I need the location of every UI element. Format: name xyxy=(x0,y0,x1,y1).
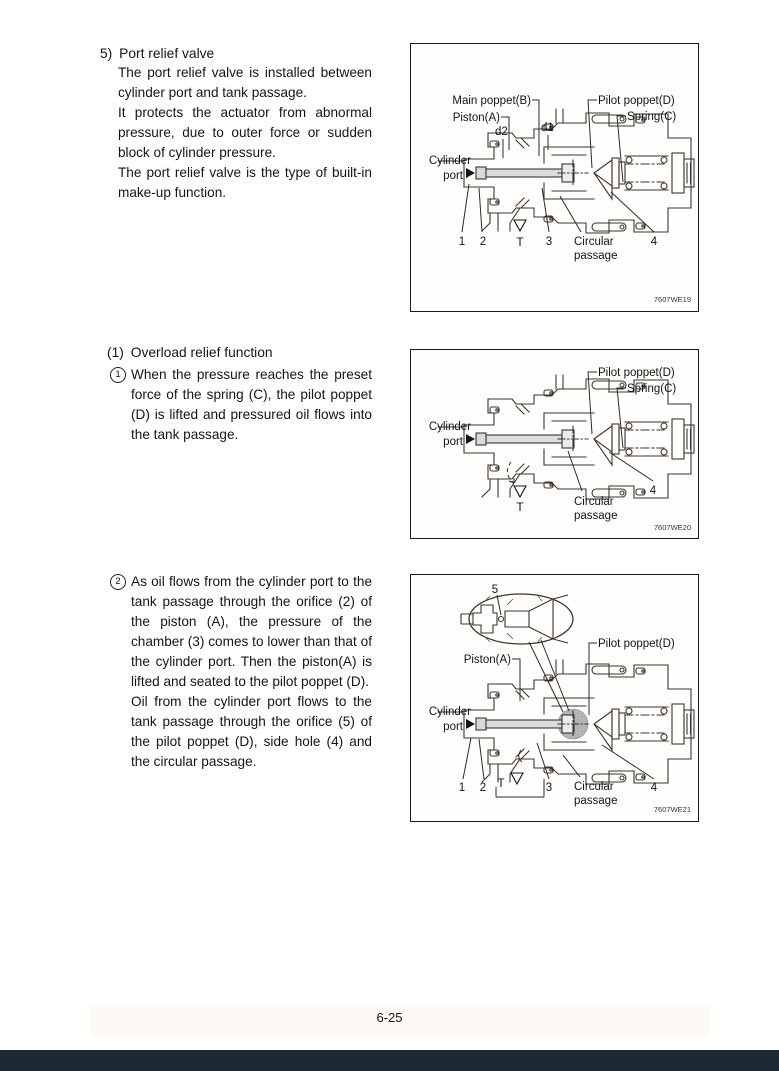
label-tank: T xyxy=(516,237,524,249)
label-4: 4 xyxy=(650,782,658,794)
page-number: 6-25 xyxy=(376,1010,403,1025)
circled-number-2: 2 xyxy=(110,574,126,590)
section-5-paragraphs xyxy=(118,63,372,203)
section-1-heading xyxy=(107,343,273,363)
overload-item-1-text xyxy=(131,365,372,445)
section-5-title: Port relief valve xyxy=(119,46,215,61)
label-cylinder: Cylinder xyxy=(428,421,471,433)
paragraph: Oil from the cylinder port flows to the tank passage through the orifice (5) of the pilot poppet (D), side hole (4) and the circular passage. xyxy=(131,694,372,769)
label-d2: d2 xyxy=(495,126,508,138)
label-pilot-poppet: Pilot poppet(D) xyxy=(598,367,675,379)
tank-symbol-icon xyxy=(514,486,526,497)
valve-cross-section xyxy=(438,109,694,233)
label-pilot-poppet: Pilot poppet(D) xyxy=(598,95,675,107)
valve-cross-section xyxy=(438,660,694,784)
label-3: 3 xyxy=(545,782,553,794)
label-piston: Piston(A) xyxy=(463,654,511,666)
overload-item-2-text xyxy=(131,572,372,772)
label-3: 3 xyxy=(545,236,553,248)
label-tank: T xyxy=(497,778,505,790)
paragraph: When the pressure reaches the preset force of the spring (C), the pilot poppet (D) is lifted and pressured oil flows into the tank passage. xyxy=(131,367,372,442)
figure-code: 7607WE19 xyxy=(653,295,691,304)
figure3-labels xyxy=(429,584,691,814)
footer-bar xyxy=(0,1050,779,1071)
label-d1: d1 xyxy=(541,122,554,134)
circled-number-1: 1 xyxy=(110,367,126,383)
label-2: 2 xyxy=(479,782,487,794)
paragraph: As oil flows from the cylinder port to the tank passage through the orifice (2) of the piston (A), the pressure of the chamber (3) comes to lower than that of the cylinder port. Then the piston(A) is lifted and seated to the pilot poppet (D). xyxy=(131,574,372,689)
label-port: port xyxy=(443,436,463,448)
valve-diagram-3 xyxy=(411,575,695,818)
label-pilot-poppet: Pilot poppet(D) xyxy=(598,638,675,650)
figure-code: 7607WE20 xyxy=(653,523,691,532)
label-piston: Piston(A) xyxy=(452,112,500,124)
label-passage: passage xyxy=(574,250,618,262)
figure-port-relief-valve xyxy=(410,43,699,312)
label-port: port xyxy=(443,721,463,733)
label-cylinder: Cylinder xyxy=(428,706,471,718)
paragraph: The port relief valve is installed between cylinder port and tank passage. xyxy=(118,65,372,100)
label-5: 5 xyxy=(491,584,499,596)
figure3-leader-lines xyxy=(463,595,654,797)
valve-diagram-1 xyxy=(411,44,695,308)
label-2: 2 xyxy=(479,236,487,248)
label-1: 1 xyxy=(458,236,466,248)
label-main-poppet: Main poppet(B) xyxy=(452,95,531,107)
figure2-labels xyxy=(429,367,691,532)
detail-ellipse xyxy=(461,594,573,644)
label-4: 4 xyxy=(649,485,657,497)
tank-symbol-icon xyxy=(511,773,523,784)
label-circular: Circular xyxy=(574,236,614,248)
label-passage: passage xyxy=(574,795,618,807)
label-passage: passage xyxy=(574,510,618,522)
label-tank: T xyxy=(516,502,524,514)
label-cylinder: Cylinder xyxy=(428,155,471,167)
cylinder-port-arrow-icon xyxy=(466,719,475,729)
label-spring: Spring(C) xyxy=(627,111,677,123)
section-5-number: 5) xyxy=(100,46,113,61)
figure-code: 7607WE21 xyxy=(653,805,691,814)
cylinder-port-arrow-icon xyxy=(466,434,475,444)
label-4: 4 xyxy=(650,236,658,248)
valve-diagram-2 xyxy=(411,350,695,535)
label-port: port xyxy=(443,170,463,182)
tank-symbol-icon xyxy=(514,220,526,231)
section-5-heading xyxy=(100,44,214,64)
label-spring: Spring(C) xyxy=(627,383,677,395)
paragraph: It protects the actuator from abnormal pressure, due to outer force or sudden block of cylinder pressure. xyxy=(118,105,372,160)
paragraph: The port relief valve is the type of built-in make-up function. xyxy=(118,165,372,200)
section-1-title: Overload relief function xyxy=(130,345,273,360)
label-1: 1 xyxy=(458,782,466,794)
label-circular: Circular xyxy=(574,781,614,793)
cylinder-port-arrow-icon xyxy=(466,168,475,178)
figure-overload-relief-1 xyxy=(410,349,699,539)
section-1-number: (1) xyxy=(107,345,124,360)
label-circular: Circular xyxy=(574,496,614,508)
figure-overload-relief-2 xyxy=(410,574,699,822)
